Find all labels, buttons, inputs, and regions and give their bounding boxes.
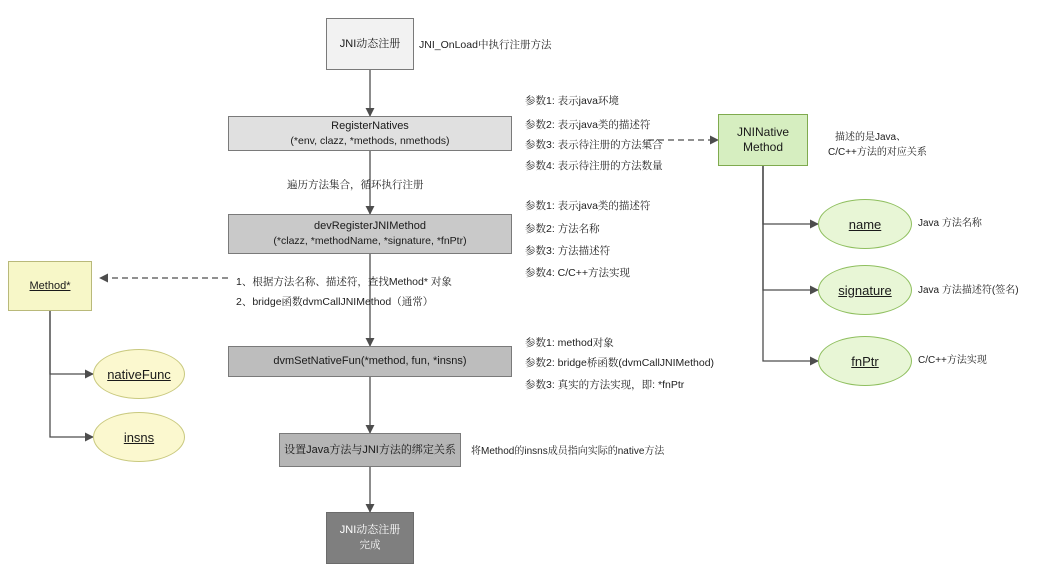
annotation-register-param-4: 参数4: 表示待注册的方法数量 — [525, 160, 663, 172]
annotation-jni-native-method-note-line1: 描述的是Java、 — [835, 132, 907, 143]
ellipse-insns[interactable] — [93, 412, 185, 462]
annotation-method-lookup-line2: 2、bridge函数dvmCallJNIMethod（通常） — [236, 296, 434, 308]
annotation-jni-native-method-note-line2: C/C++方法的对应关系 — [828, 147, 927, 158]
ellipse-label: fnPtr — [851, 353, 879, 369]
annotation-register-param-1: 参数1: 表示java环境 — [525, 95, 619, 107]
ellipse-name[interactable] — [818, 199, 912, 249]
annotation-set-native-param-1: 参数1: method对象 — [525, 337, 614, 349]
annotation-dev-param-4: 参数4: C/C++方法实现 — [525, 267, 631, 279]
annotation-signature-note: Java 方法描述符(签名) — [918, 285, 1019, 296]
node-jni-native-method[interactable] — [718, 114, 808, 166]
node-label: RegisterNatives — [331, 119, 409, 132]
node-label: JNI动态注册 — [339, 524, 401, 536]
node-label: JNINative — [736, 125, 789, 139]
node-jni-dynamic-register-end[interactable] — [326, 512, 414, 564]
annotation-fnptr-note: C/C++方法实现 — [918, 355, 987, 366]
annotation-dev-param-2: 参数2: 方法名称 — [525, 223, 600, 235]
ellipse-label: signature — [838, 282, 892, 298]
node-sublabel: 完成 — [359, 539, 381, 551]
node-register-natives[interactable] — [228, 116, 512, 151]
node-sublabel: Method — [742, 140, 784, 154]
node-label: devRegisterJNIMethod — [314, 220, 426, 232]
annotation-start-note: JNI_OnLoad中执行注册方法 — [419, 39, 552, 51]
node-bind-java-jni[interactable] — [279, 433, 461, 467]
node-label: 设置Java方法与JNI方法的绑定关系 — [284, 443, 456, 456]
node-label: Method* — [29, 279, 71, 292]
annotation-set-native-param-2: 参数2: bridge桥函数(dvmCallJNIMethod) — [525, 357, 715, 369]
node-jni-dynamic-register-start[interactable] — [326, 18, 414, 70]
ellipse-label: insns — [123, 429, 155, 445]
node-label: dvmSetNativeFun(*method, fun, *insns) — [273, 355, 467, 367]
annotation-dev-param-3: 参数3: 方法描述符 — [525, 245, 611, 257]
annotation-set-native-param-3: 参数3: 真实的方法实现，即: *fnPtr — [525, 379, 685, 391]
node-method-pointer[interactable] — [8, 261, 92, 311]
node-label: JNI动态注册 — [339, 37, 401, 50]
node-dev-register-jni-method[interactable] — [228, 214, 512, 254]
node-dvm-set-native-fun[interactable] — [228, 346, 512, 377]
ellipse-native-func[interactable] — [93, 349, 185, 399]
annotation-bind-note: 将Method的insns成员指向实际的native方法 — [471, 446, 665, 457]
annotation-dev-param-1: 参数1: 表示java类的描述符 — [525, 200, 651, 212]
node-sublabel: (*env, clazz, *methods, nmethods) — [290, 134, 450, 147]
ellipse-fnptr[interactable] — [818, 336, 912, 386]
annotation-register-param-3: 参数3: 表示待注册的方法集合 — [525, 139, 663, 151]
node-sublabel: (*clazz, *methodName, *signature, *fnPtr) — [273, 235, 467, 247]
ellipse-label: name — [848, 216, 882, 232]
annotation-loop-note: 遍历方法集合，循环执行注册 — [287, 179, 424, 191]
ellipse-label: nativeFunc — [107, 366, 171, 382]
annotation-name-note: Java 方法名称 — [918, 218, 982, 229]
annotation-method-lookup-line1: 1、根据方法名称、描述符，查找Method* 对象 — [236, 276, 452, 288]
ellipse-signature[interactable] — [818, 265, 912, 315]
annotation-register-param-2: 参数2: 表示java类的描述符 — [525, 119, 651, 131]
